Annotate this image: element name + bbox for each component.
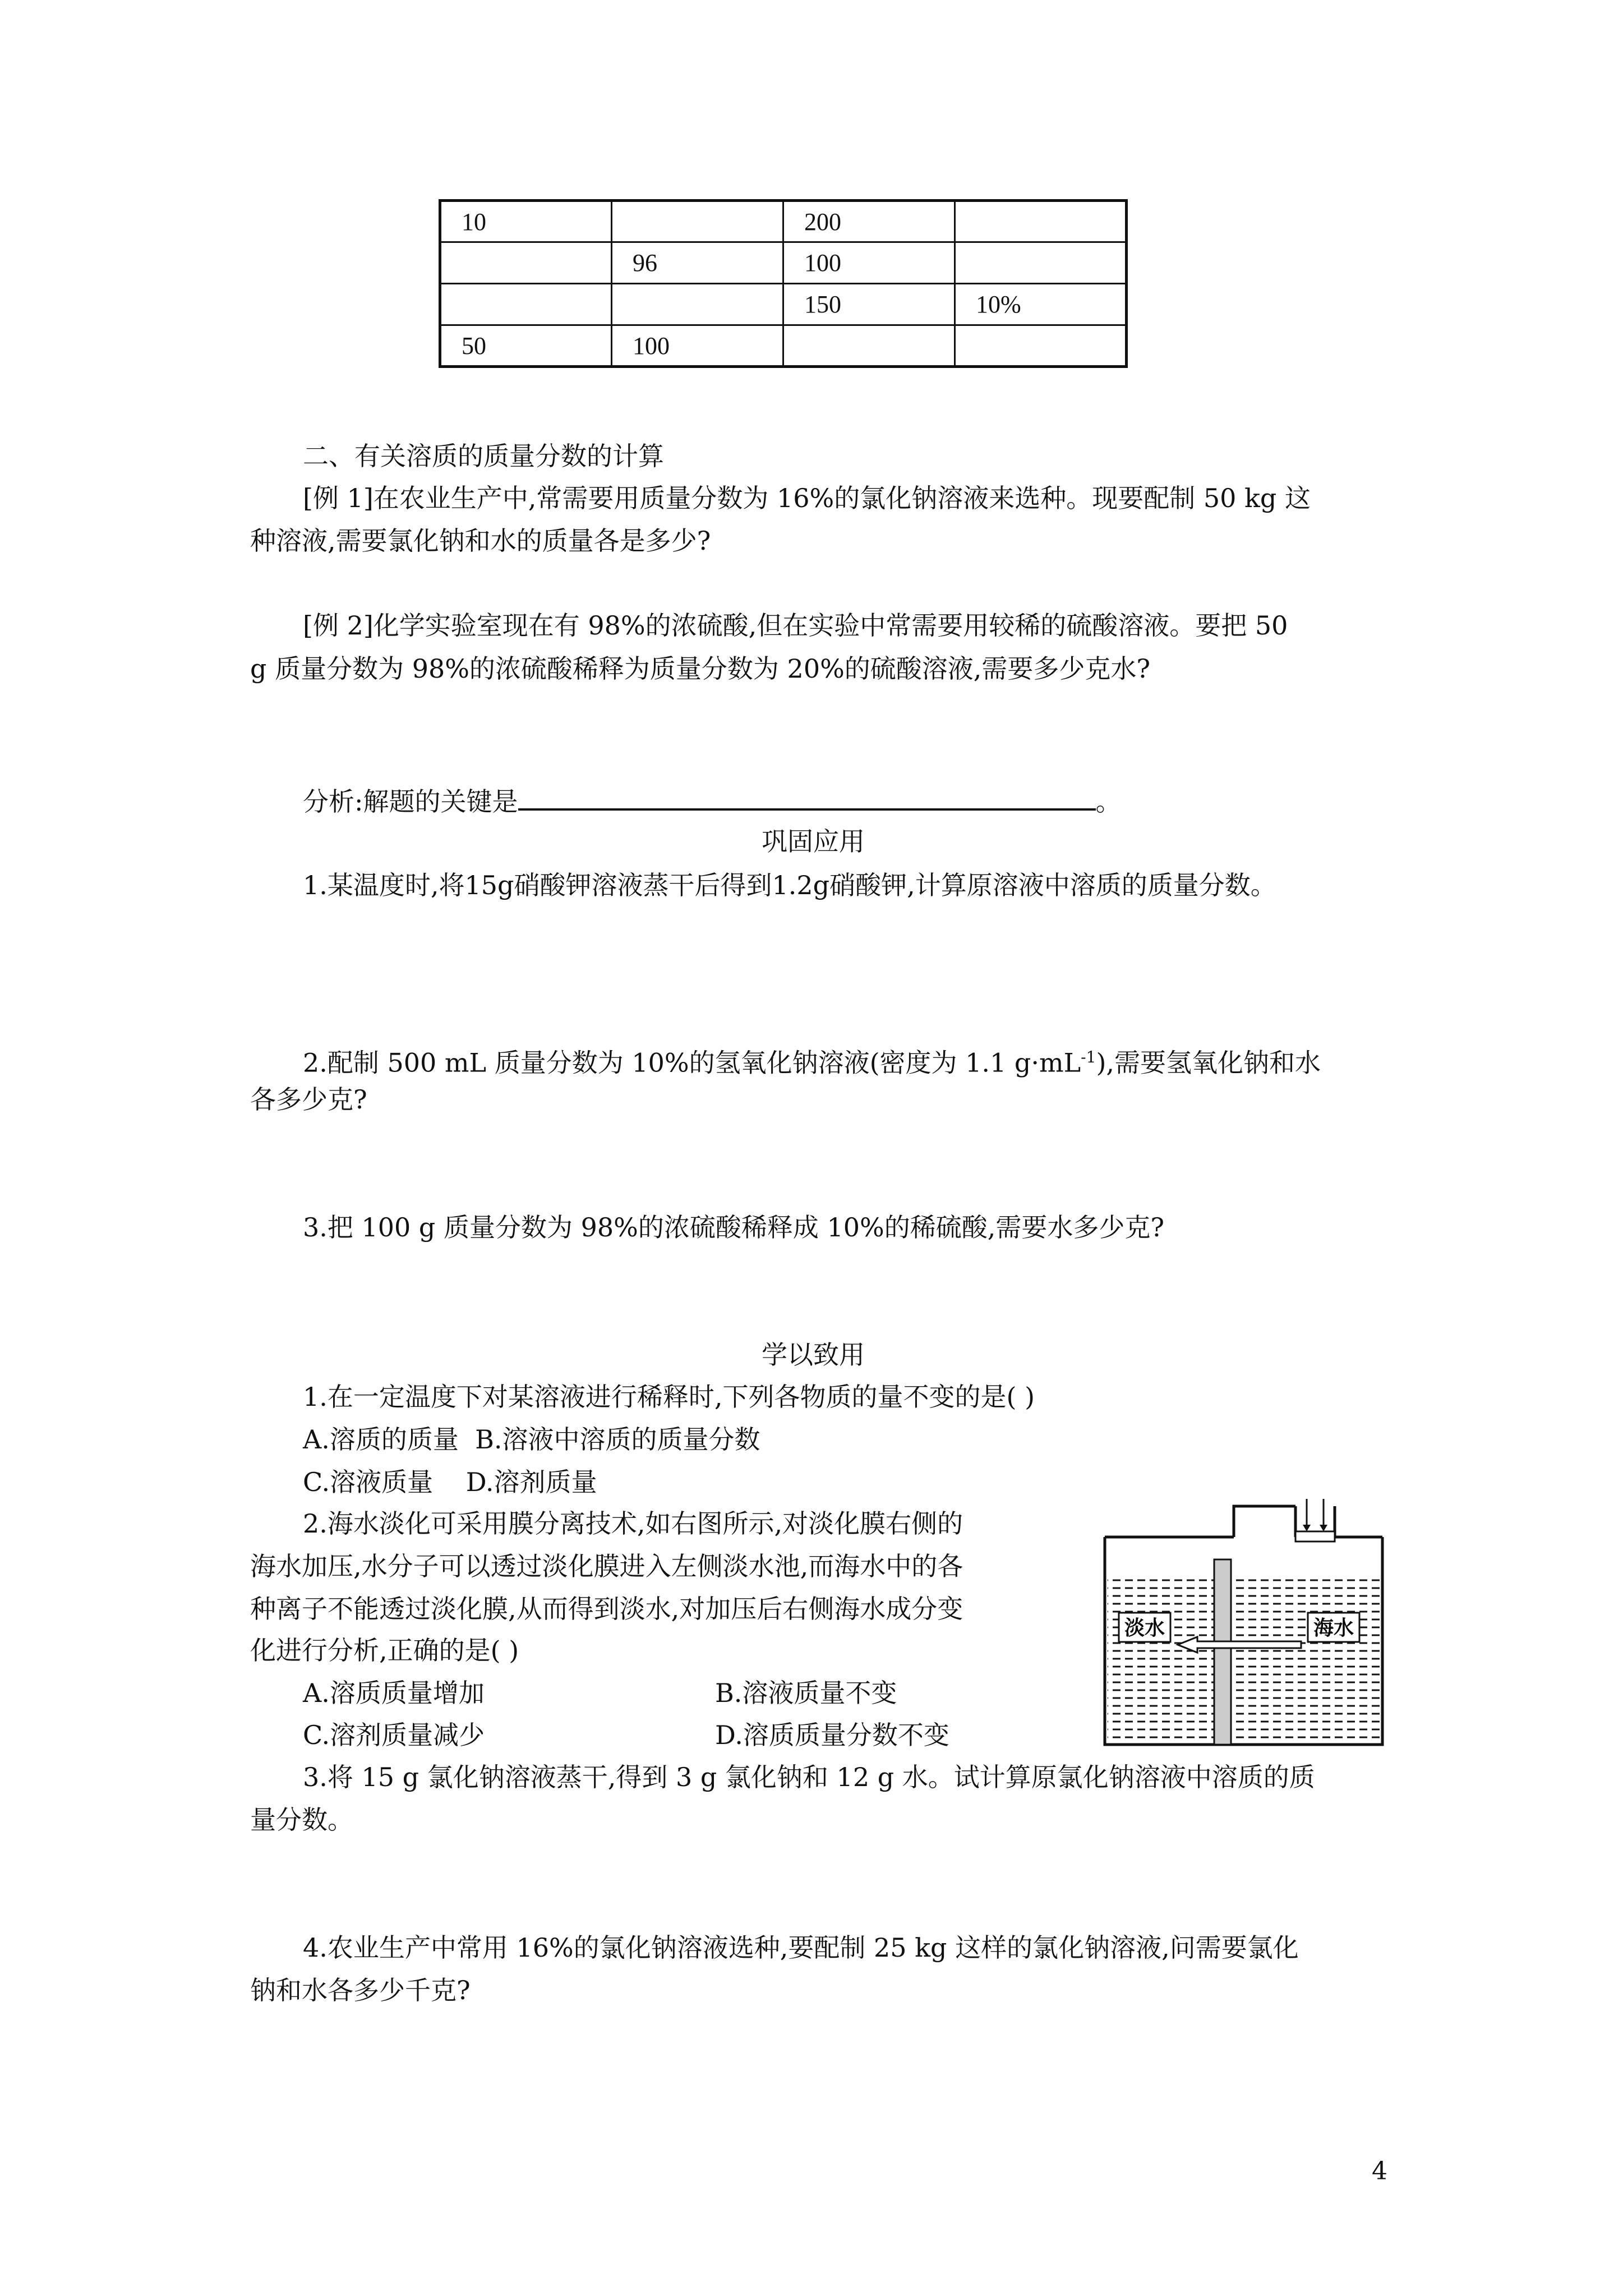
consolidate-q3: 3.把 100 g 质量分数为 98%的浓硫酸稀释成 10%的稀硫酸,需要水多少克? bbox=[303, 1212, 1165, 1243]
analysis-suffix: 。 bbox=[1095, 786, 1122, 817]
apply-q3: 3.将 15 g 氯化钠溶液蒸干,得到 3 g 氯化钠和 12 g 水。试计算原氯化钠溶液中溶质的质 bbox=[303, 1762, 1315, 1792]
table-row bbox=[440, 242, 1127, 284]
analysis-line bbox=[303, 784, 1122, 818]
apply-title: 学以致用 bbox=[762, 1340, 865, 1370]
membrane-desalination-figure bbox=[1099, 1498, 1391, 1750]
apply-q4-cont: 钠和水各多少千克? bbox=[250, 1975, 471, 2005]
table-cell bbox=[612, 284, 783, 325]
table-cell bbox=[440, 284, 612, 325]
table-cell: 10 bbox=[440, 201, 612, 242]
table-cell: 150 bbox=[783, 284, 955, 325]
q2-text-b: ),需要氢氧化钠和水 bbox=[1096, 1047, 1321, 1078]
table-cell bbox=[955, 242, 1127, 284]
option-b[interactable]: B.溶液中溶质的质量分数 bbox=[475, 1424, 760, 1455]
apply-q2-option-d[interactable]: D.溶质质量分数不变 bbox=[715, 1720, 949, 1750]
consolidate-q1: 1.某温度时,将15g硝酸钾溶液蒸干后得到1.2g硝酸钾,计算原溶液中溶质的质量分数。 bbox=[303, 870, 1276, 900]
table-cell: 10% bbox=[955, 284, 1127, 325]
data-table bbox=[439, 199, 1128, 368]
table-cell: 100 bbox=[612, 325, 783, 367]
apply-q1-options-cd bbox=[303, 1465, 597, 1499]
q2-text-a: 2.配制 500 mL 质量分数为 10%的氢氧化钠溶液(密度为 1.1 g·mL bbox=[303, 1047, 1081, 1078]
section-heading: 二、有关溶质的质量分数的计算 bbox=[303, 441, 664, 471]
page-number: 4 bbox=[1372, 2157, 1387, 2185]
label-fresh-water: 淡水 bbox=[1124, 1617, 1165, 1640]
table-cell bbox=[955, 325, 1127, 367]
consolidate-q2 bbox=[303, 1041, 1321, 1079]
table-cell bbox=[955, 201, 1127, 242]
example2-text: [例 2]化学实验室现在有 98%的浓硫酸,但在实验中常需要用较稀的硫酸溶液。要把 50 bbox=[303, 610, 1288, 641]
apply-q1: 1.在一定温度下对某溶液进行稀释时,下列各物质的量不变的是( ) bbox=[303, 1382, 1035, 1412]
table-cell: 50 bbox=[440, 325, 612, 367]
apply-q4: 4.农业生产中常用 16%的氯化钠溶液选种,要配制 25 kg 这样的氯化钠溶液,问需要氯化 bbox=[303, 1932, 1299, 1963]
table-cell bbox=[612, 201, 783, 242]
option-a[interactable]: A.溶质的质量 bbox=[303, 1424, 459, 1455]
label-sea-water: 海水 bbox=[1313, 1617, 1354, 1640]
apply-q1-options-ab bbox=[303, 1423, 760, 1456]
apply-q2-option-c[interactable]: C.溶剂质量减少 bbox=[303, 1720, 485, 1750]
table-cell bbox=[440, 242, 612, 284]
option-d[interactable]: D.溶剂质量 bbox=[465, 1467, 597, 1497]
table-cell: 200 bbox=[783, 201, 955, 242]
apply-q2-cont: 化进行分析,正确的是( ) bbox=[250, 1635, 519, 1665]
q2-superscript: -1 bbox=[1081, 1048, 1096, 1066]
example1-text-cont: 种溶液,需要氯化钠和水的质量各是多少? bbox=[250, 526, 711, 556]
consolidate-q2-cont: 各多少克? bbox=[250, 1084, 367, 1115]
apply-q2-cont: 种离子不能透过淡化膜,从而得到淡水,对加压后右侧海水成分变 bbox=[250, 1594, 963, 1624]
option-c[interactable]: C.溶液质量 bbox=[303, 1467, 434, 1497]
table-cell: 100 bbox=[783, 242, 955, 284]
example2-text-cont: g 质量分数为 98%的浓硫酸稀释为质量分数为 20%的硫酸溶液,需要多少克水? bbox=[250, 654, 1151, 684]
apply-q2-cont: 海水加压,水分子可以透过淡化膜进入左侧淡水池,而海水中的各 bbox=[250, 1551, 963, 1581]
table-cell: 96 bbox=[612, 242, 783, 284]
table-cell bbox=[783, 325, 955, 367]
apply-q2: 2.海水淡化可采用膜分离技术,如右图所示,对淡化膜右侧的 bbox=[303, 1508, 963, 1539]
analysis-prefix: 分析:解题的关键是 bbox=[303, 786, 518, 817]
table-row bbox=[440, 284, 1127, 325]
table-row bbox=[440, 325, 1127, 367]
example1-text: [例 1]在农业生产中,常需要用质量分数为 16%的氯化钠溶液来选种。现要配制 50 kg 这 bbox=[303, 483, 1311, 513]
apply-q2-option-b[interactable]: B.溶液质量不变 bbox=[715, 1678, 897, 1708]
answer-blank[interactable] bbox=[518, 784, 1096, 811]
consolidate-title: 巩固应用 bbox=[762, 826, 865, 857]
table-row bbox=[440, 201, 1127, 242]
apply-q3-cont: 量分数。 bbox=[250, 1805, 353, 1835]
apply-q2-option-a[interactable]: A.溶质质量增加 bbox=[303, 1678, 485, 1708]
